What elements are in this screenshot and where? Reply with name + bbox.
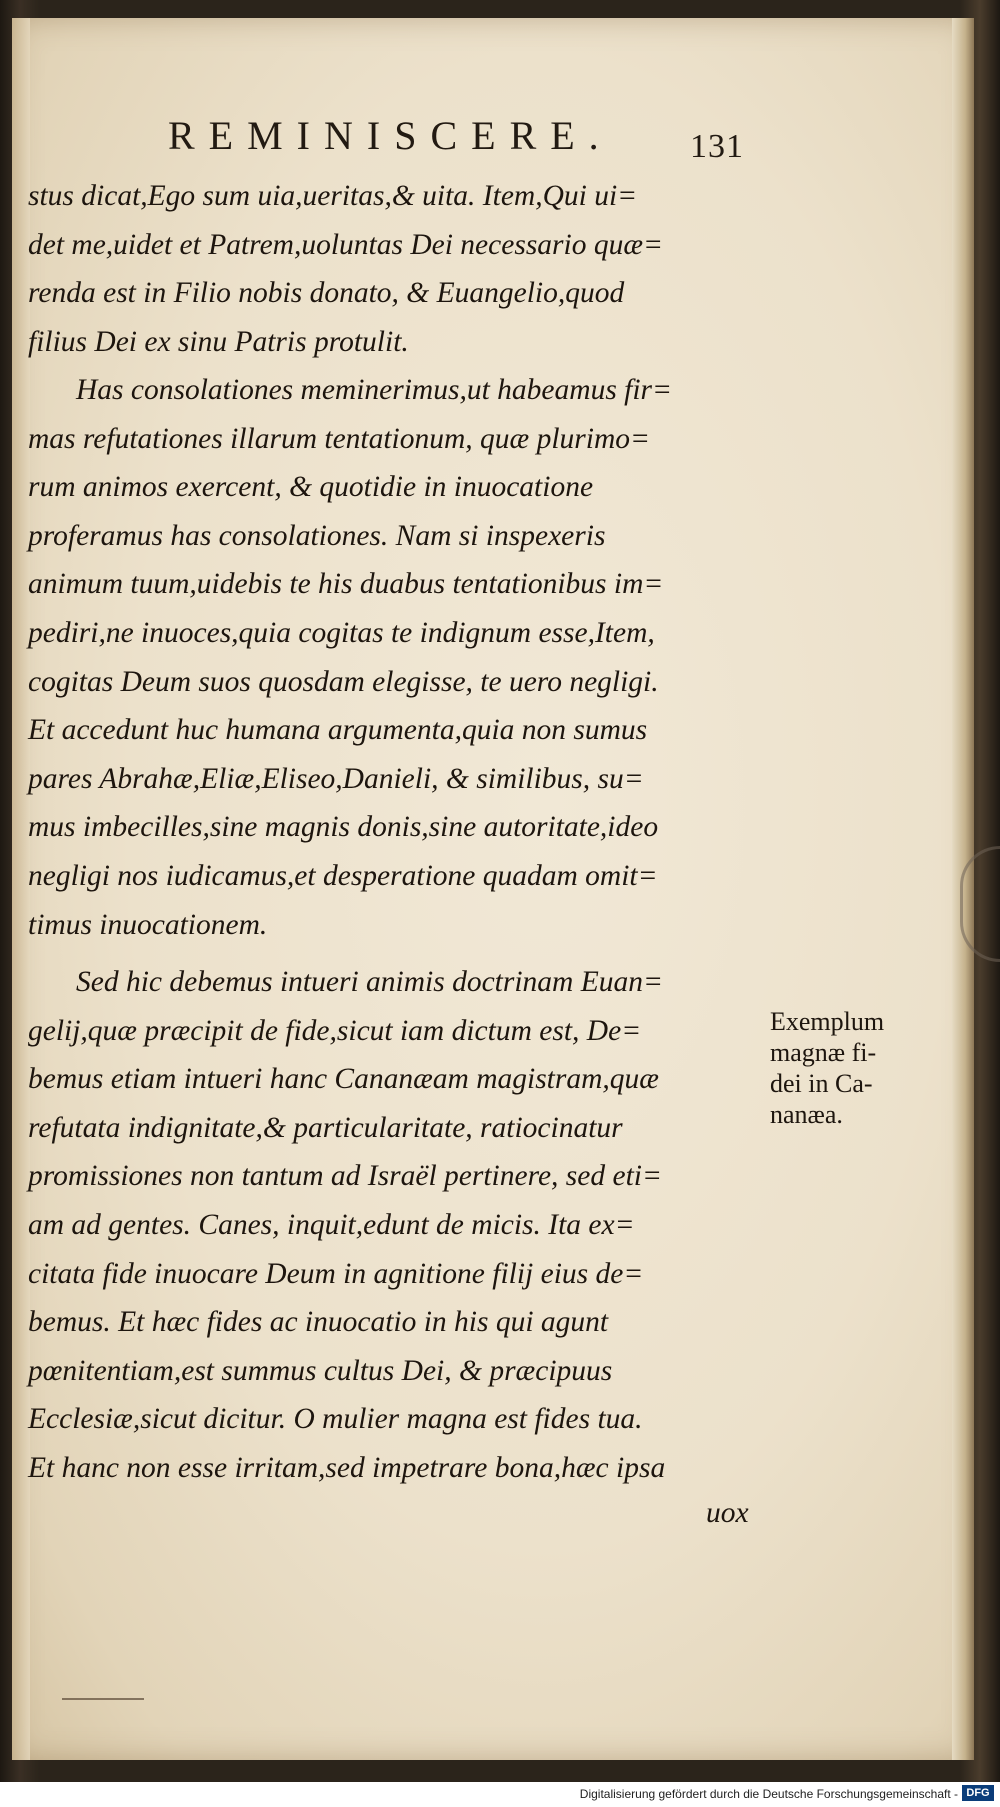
text-line: am ad gentes. Canes, inquit,edunt de micis. Ita ex= — [28, 1208, 635, 1241]
text-line: filius Dei ex sinu Patris protulit. — [28, 325, 409, 358]
pen-stroke-mark — [62, 1698, 144, 1700]
text-line: citata fide inuocare Deum in agnitione filij eius de= — [28, 1257, 644, 1290]
text-line: pares Abrahæ,Eliæ,Eliseo,Danieli, & similibus, su= — [28, 762, 644, 795]
margin-note-line: magnæ fi- — [770, 1038, 877, 1067]
text-line: pediri,ne inuoces,quia cogitas te indignum esse,Item, — [28, 616, 655, 649]
text-line: stus dicat,Ego sum uia,ueritas,& uita. Item,Qui ui= — [28, 180, 638, 212]
text-line: bemus. Et hæc fides ac inuocatio in his qui agunt — [28, 1306, 609, 1339]
text-line: det me,uidet et Patrem,uoluntas Dei necessario quæ= — [28, 228, 663, 261]
paragraph-3 — [28, 958, 768, 1493]
text-line: gelij,quæ præcipit de fide,sicut iam dictum est, De= — [28, 1014, 642, 1047]
text-line: proferamus has consolationes. Nam si inspexeris — [28, 519, 606, 552]
text-line: refutata indignitate,& particularitate, ratiocinatur — [28, 1111, 623, 1144]
text-line: Et accedunt huc humana argumenta,quia non sumus — [28, 714, 648, 747]
text-line: animum tuum,uidebis te his duabus tentationibus im= — [28, 568, 664, 601]
margin-note-line: Exemplum — [770, 1007, 885, 1036]
text-line: timus inuocationem. — [28, 908, 268, 941]
running-head: REMINISCERE. — [168, 113, 613, 158]
text-line: pœnitentiam,est summus cultus Dei, & præcipuus — [28, 1354, 613, 1387]
marginal-note — [770, 1006, 960, 1130]
text-line: Sed hic debemus intueri animis doctrinam Euan= — [76, 966, 663, 998]
paragraph-2 — [28, 366, 768, 949]
text-line: Has consolationes meminerimus,ut habeamus fir= — [76, 374, 672, 406]
dfg-logo: DFG — [962, 1785, 994, 1801]
text-line: bemus etiam intueri hanc Cananæam magistram,quæ — [28, 1063, 659, 1096]
page-number: 131 — [690, 128, 744, 165]
text-line: renda est in Filio nobis donato, & Euangelio,quod — [28, 277, 625, 310]
text-line: Et hanc non esse irritam,sed impetrare bona,hæc ipsa — [28, 1451, 666, 1484]
catchword: uox — [706, 1497, 749, 1529]
clasp-ring-mark — [960, 846, 1000, 962]
text-line: mas refutationes illarum tentationum, quæ plurimo= — [28, 422, 650, 455]
margin-note-line: nanæa. — [770, 1100, 843, 1129]
text-line: Ecclesiæ,sicut dicitur. O mulier magna est fides tua. — [28, 1403, 643, 1436]
text-line: cogitas Deum suos quosdam elegisse, te uero negligi. — [28, 665, 659, 698]
text-line: mus imbecilles,sine magnis donis,sine autoritate,ideo — [28, 811, 659, 844]
margin-note-line: dei in Ca- — [770, 1069, 873, 1098]
text-line: promissiones non tantum ad Israël pertinere, sed eti= — [28, 1160, 662, 1193]
text-line: rum animos exercent, & quotidie in inuocatione — [28, 471, 594, 504]
paragraph-1 — [28, 172, 768, 366]
digitization-credit: Digitalisierung gefördert durch die Deutsche Forschungsgemeinschaft - — [579, 1787, 958, 1801]
text-line: negligi nos iudicamus,et desperatione quadam omit= — [28, 859, 658, 892]
